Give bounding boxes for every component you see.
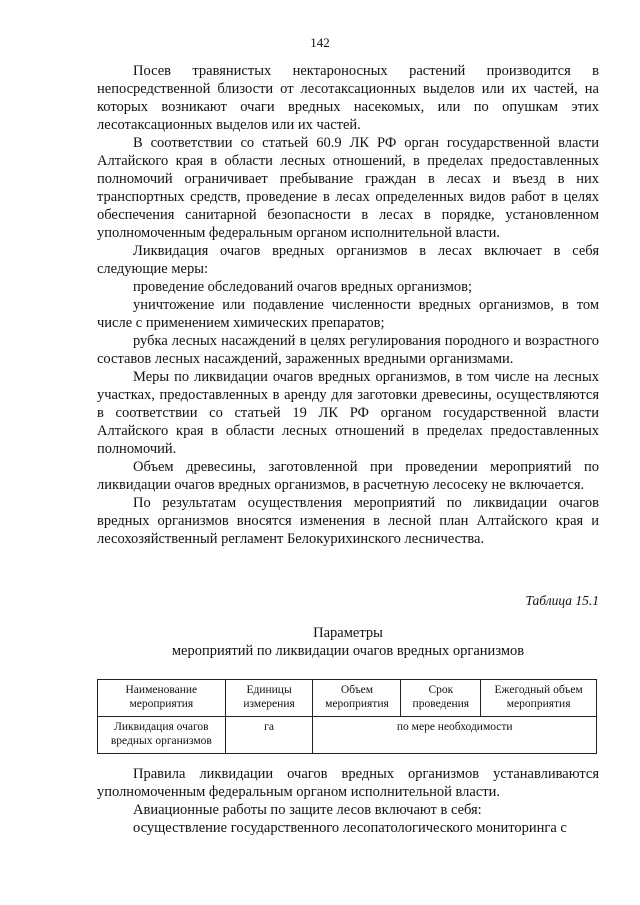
table-title — [97, 624, 599, 660]
paragraph: Посев травянистых нектароносных растений производится в непосредственной близости от лесотаксационных выделов или их частей, на которых возникают очаги вредных насекомых, или по опушкам этих лесотаксационных выделов или их частей. — [97, 63, 599, 133]
paragraph: Ликвидация очагов вредных организмов в лесах включает в себя следующие меры: — [97, 243, 599, 277]
paragraph: Правила ликвидации очагов вредных организмов устанавливаются уполномоченным федеральным органом исполнительной власти. — [97, 766, 599, 800]
table-cell-merged: по мере необходимости — [313, 717, 597, 754]
table-row — [98, 717, 597, 754]
table-cell-name: Ликвидация очагов вредных организмов — [98, 717, 226, 754]
table-header-cell: Наименование мероприятия — [98, 680, 226, 717]
paragraph: осуществление государственного лесопатологического мониторинга с — [133, 820, 567, 836]
table-header-row — [98, 680, 597, 717]
table-header-cell: Объем мероприятия — [313, 680, 401, 717]
paragraph: В соответствии со статьей 60.9 ЛК РФ орган государственной власти Алтайского края в области лесных отношений, в пределах предоставленных полномочий ограничивает пребывание граждан в лесах и въезд в них транспортных средств, проведение в лесах определенных видов работ в целях обеспечения санитарной безопасности в лесах в порядке, установленном уполномоченным федеральным органом исполнительной власти. — [97, 135, 599, 241]
table-header-cell: Срок проведения — [401, 680, 481, 717]
parameters-table — [97, 679, 597, 754]
list-item: проведение обследований очагов вредных организмов; — [133, 279, 473, 295]
body-text-top — [97, 62, 599, 548]
paragraph: Меры по ликвидации очагов вредных организмов, в том числе на лесных участках, предоставленных в аренду для заготовки древесины, осуществляются в соответствии со статьей 19 ЛК РФ органом государственной власти Алтайского края в области лесных отношений в пределах предоставленных полномочий. — [97, 369, 599, 457]
table-caption: Таблица 15.1 — [525, 593, 599, 608]
paragraph: Объем древесины, заготовленной при проведении мероприятий по ликвидации очагов вредных организмов, в расчетную лесосеку не включается. — [97, 459, 599, 493]
paragraph: По результатам осуществления мероприятий по ликвидации очагов вредных организмов вносятся изменения в лесной план Алтайского края и лесохозяйственный регламент Белокурихинского лесничества. — [97, 495, 599, 547]
table-header-cell: Единицы измерения — [225, 680, 313, 717]
table-cell-unit: га — [225, 717, 313, 754]
table-subtitle-line: мероприятий по ликвидации очагов вредных организмов — [171, 643, 525, 659]
table-header-cell: Ежегодный объем мероприятия — [481, 680, 597, 717]
list-item: рубка лесных насаждений в целях регулирования породного и возрастного составов лесных насаждений, зараженных вредными организмами. — [97, 333, 599, 367]
body-text-bottom — [97, 765, 599, 837]
table-title-line: Параметры — [313, 625, 383, 641]
page-number: 142 — [310, 35, 330, 50]
paragraph: Авиационные работы по защите лесов включают в себя: — [133, 802, 482, 818]
list-item: уничтожение или подавление численности вредных организмов, в том числе с применением химических препаратов; — [97, 297, 599, 331]
